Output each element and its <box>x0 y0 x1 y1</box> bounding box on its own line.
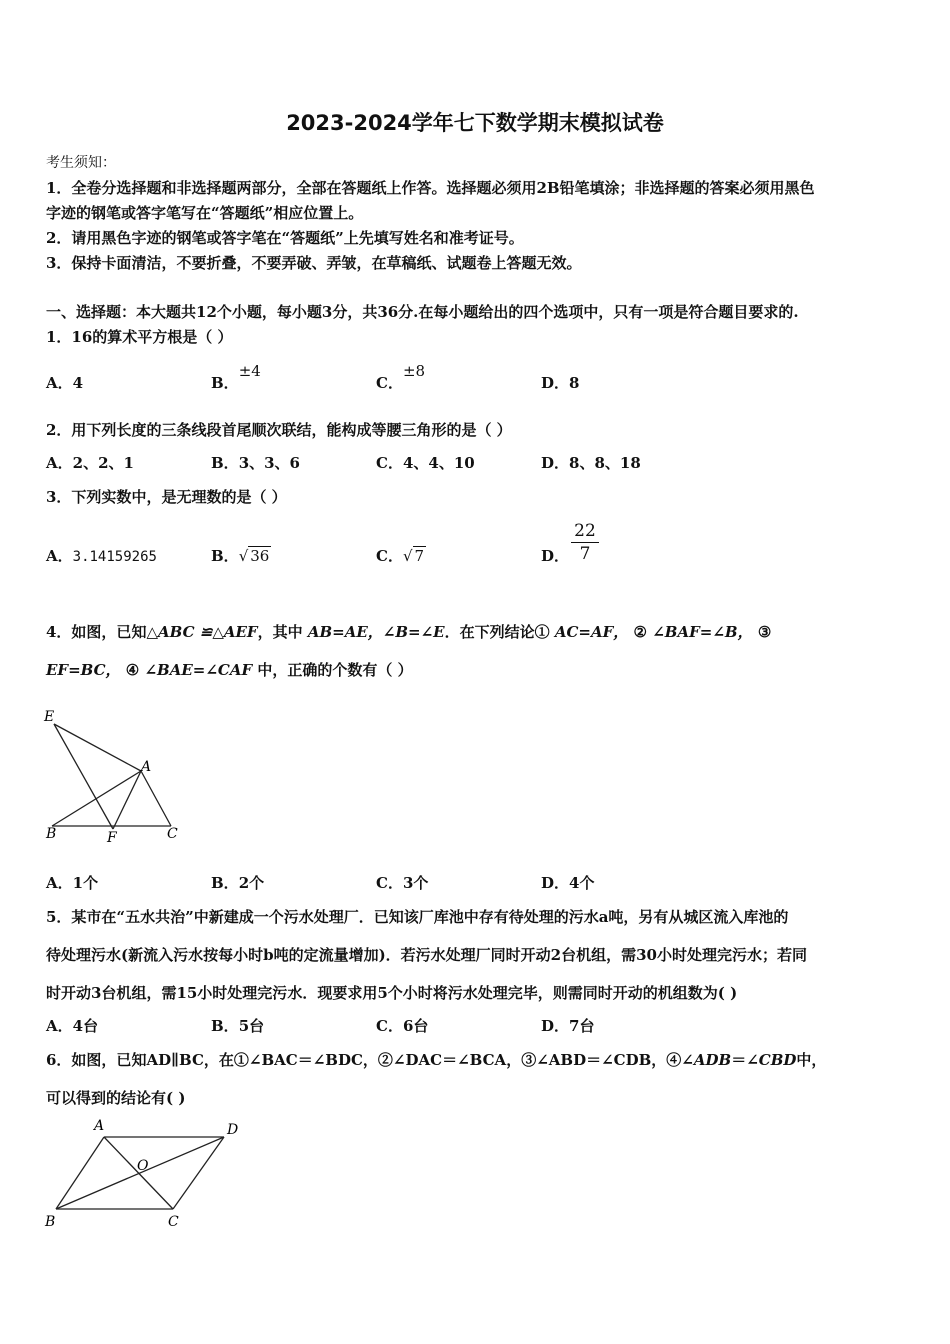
q2-option-a[interactable]: A．2、2、1 <box>46 454 134 472</box>
q1-stem: 1．16的算术平方根是（ ） <box>46 328 233 346</box>
q3-option-a[interactable]: A．3.14159265 <box>46 547 157 565</box>
q3-d-fraction <box>571 520 599 565</box>
q5-stem-line-2: 待处理污水(新流入污水按每小时b吨的定流量增加)．若污水处理厂同时开动2台机组，需30小时处理完污水；若同 <box>46 946 807 964</box>
label-e: E <box>44 709 55 725</box>
q3-option-d[interactable]: D． <box>541 547 570 565</box>
label-c: C <box>168 1214 179 1230</box>
q5-stem-line-3: 时开动3台机组，需15小时处理完污水．现要求用5个小时将污水处理完毕，则需同时开动的机组数为( ) <box>46 984 738 1002</box>
q5-stem-line-1: 5．某市在“五水共治”中新建成一个污水处理厂．已知该厂库池中存有待处理的污水a吨，另有从城区流入库池的 <box>46 908 789 926</box>
label-o: O <box>137 1158 149 1174</box>
q1-option-a[interactable]: A．4 <box>46 374 84 392</box>
q4-option-d[interactable]: D．4个 <box>541 874 595 892</box>
page-title: 2023-2024学年七下数学期末模拟试卷 <box>286 111 664 135</box>
segment-ac <box>141 771 171 826</box>
notice-line-4: 3．保持卡面清洁，不要折叠，不要弄破、弄皱，在草稿纸、试题卷上答题无效。 <box>46 254 582 272</box>
fraction-denominator: 7 <box>579 544 591 564</box>
section-heading: 一、选择题：本大题共12个小题，每小题3分，共36分.在每小题给出的四个选项中，只有一项是符合题目要求的. <box>46 303 799 321</box>
sqrt-icon: √ <box>238 547 249 565</box>
q3-option-b[interactable]: B．√ 36 <box>211 547 270 565</box>
notice-line-2: 字迹的钢笔或答字笔写在“答题纸”相应位置上。 <box>46 204 364 222</box>
label-c: C <box>167 826 178 842</box>
label-f: F <box>107 830 117 846</box>
label-d: D <box>227 1122 239 1138</box>
q4-option-a[interactable]: A．1个 <box>46 874 99 892</box>
notice-heading: 考生须知： <box>46 155 116 171</box>
notice-line-1: 1．全卷分选择题和非选择题两部分，全部在答题纸上作答。选择题必须用2B铅笔填涂；非选择题的答案必须用黑色 <box>46 179 815 197</box>
label-b: B <box>45 1214 56 1230</box>
notice-line-3: 2．请用黑色字迹的钢笔或答字笔在“答题纸”上先填写姓名和准考证号。 <box>46 229 524 247</box>
q6-stem-line-1: 6．如图，已知AD∥BC，在①∠BAC＝∠BDC，②∠DAC＝∠BCA，③∠ABD＝∠CDB，④∠ADB＝∠CBD中， <box>46 1051 827 1069</box>
q4-figure <box>40 705 190 850</box>
label-a: A <box>94 1118 105 1134</box>
q3-option-c[interactable]: C．√ 7 <box>376 547 425 565</box>
q4-option-c[interactable]: C．3个 <box>376 874 429 892</box>
q1-option-b[interactable]: B．±4 <box>211 362 261 392</box>
q5-option-d[interactable]: D．7台 <box>541 1017 595 1035</box>
q5-option-b[interactable]: B．5台 <box>211 1017 265 1035</box>
fraction-numerator: 22 <box>571 520 599 543</box>
q6-figure <box>40 1113 255 1238</box>
q1-option-d[interactable]: D．8 <box>541 374 580 392</box>
q2-option-d[interactable]: D．8、8、18 <box>541 454 641 472</box>
label-a: A <box>141 759 152 775</box>
q2-stem: 2．用下列长度的三条线段首尾顺次联结，能构成等腰三角形的是（ ） <box>46 421 512 439</box>
q3-stem: 3．下列实数中，是无理数的是（ ） <box>46 488 287 506</box>
q2-option-c[interactable]: C．4、4、10 <box>376 454 475 472</box>
q4-option-b[interactable]: B．2个 <box>211 874 265 892</box>
q2-option-b[interactable]: B．3、3、6 <box>211 454 300 472</box>
sqrt-icon: √ <box>402 547 413 565</box>
q6-stem-line-2: 可以得到的结论有( ) <box>46 1089 186 1107</box>
q1-option-c[interactable]: C．±8 <box>376 362 426 392</box>
label-b: B <box>46 826 57 842</box>
q4-stem-line-1: 4．如图，已知△ABC ≌△AEF，其中 AB=AE，∠B=∠E．在下列结论① AC=AF， ② ∠BAF=∠B， ③ <box>46 623 772 641</box>
q5-option-a[interactable]: A．4台 <box>46 1017 99 1035</box>
q4-stem-line-2: EF=BC， ④ ∠BAE=∠CAF 中，正确的个数有（ ） <box>46 661 413 679</box>
q5-option-c[interactable]: C．6台 <box>376 1017 429 1035</box>
